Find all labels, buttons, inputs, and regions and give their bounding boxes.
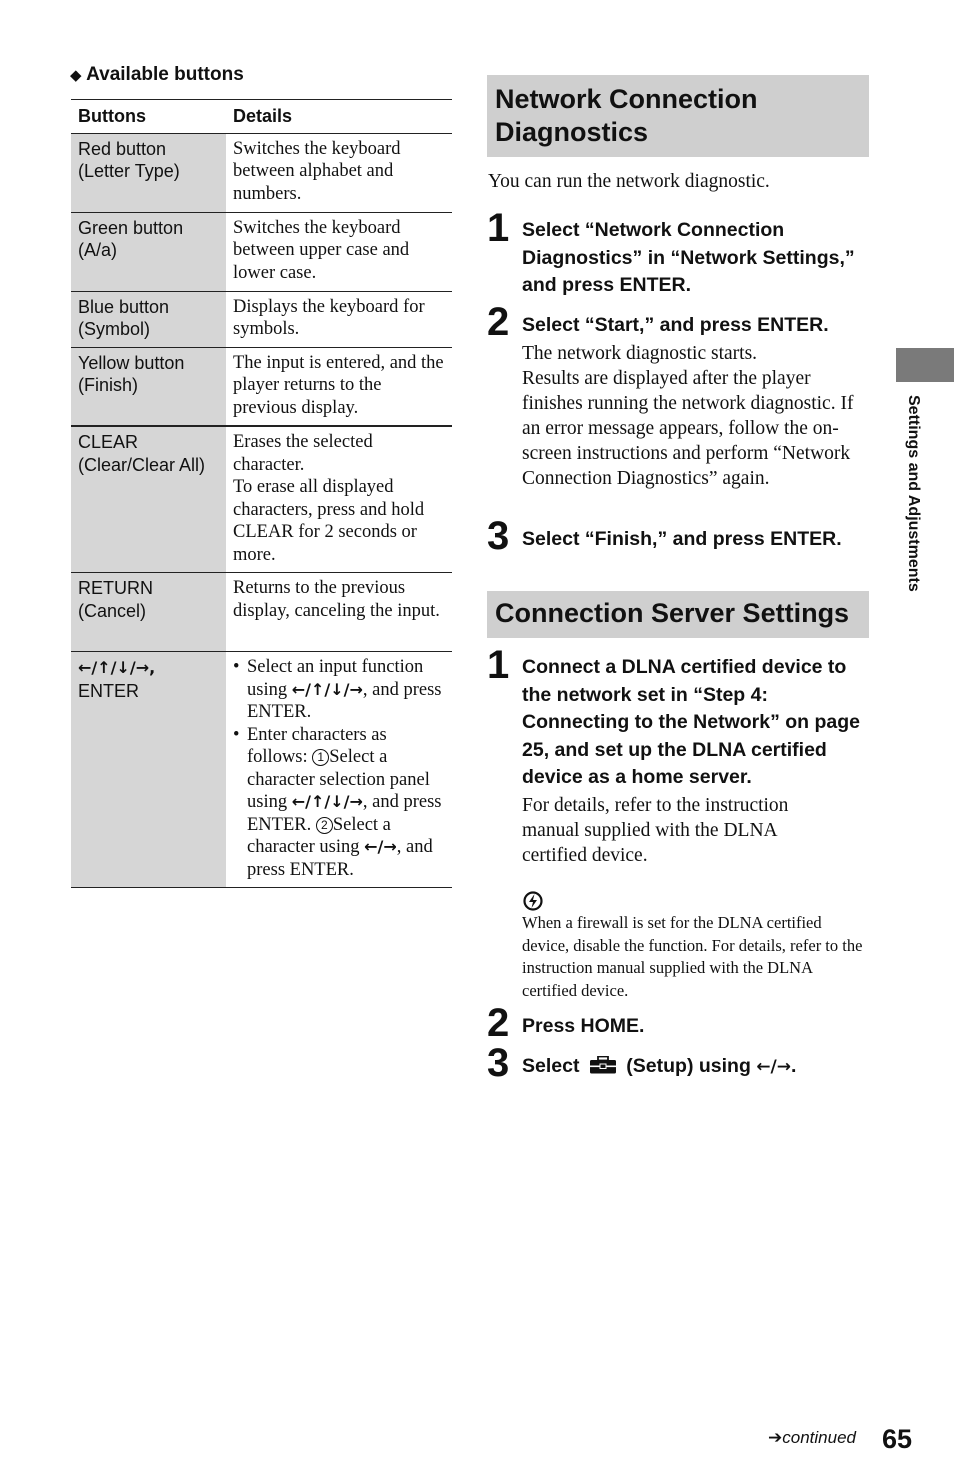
bullet-text: Select a character using bbox=[247, 814, 391, 857]
table-row bbox=[71, 133, 452, 212]
details-cell: Displays the keyboard for symbols. bbox=[226, 291, 452, 347]
details-cell: Switches the keyboard between upper case and lower case. bbox=[226, 212, 452, 291]
step-heading: Connect a DLNA certified device to the network set in “Step 4: Connecting to the Network” on page 25, and set up the DLNA certified device as a home server. bbox=[522, 656, 861, 788]
section-title-network-diagnostics bbox=[487, 75, 869, 157]
list-item bbox=[247, 656, 445, 724]
step-heading-text: . bbox=[791, 1055, 797, 1077]
section-heading-available-buttons bbox=[70, 64, 244, 86]
table-row bbox=[71, 573, 452, 652]
button-cell: RETURN (Cancel) bbox=[71, 573, 226, 652]
step-number: 3 bbox=[487, 514, 510, 558]
tip-icon bbox=[523, 891, 543, 911]
step-heading: Select “Network Connection Diagnostics” in “Network Settings,” and press ENTER. bbox=[522, 219, 855, 296]
step-body bbox=[522, 341, 868, 491]
continued-marker bbox=[768, 1428, 856, 1448]
circled-number-icon: 1 bbox=[312, 749, 329, 766]
table-row bbox=[71, 291, 452, 347]
continued-label: continued bbox=[782, 1428, 856, 1447]
step-heading bbox=[522, 1053, 867, 1082]
details-cell: Returns to the previous display, canceling the input. bbox=[226, 573, 452, 652]
chapter-tab-marker bbox=[896, 348, 954, 382]
buttons-column-header: Buttons bbox=[71, 100, 226, 134]
arrow-keys-icon: ←/↑/↓/→ bbox=[291, 679, 363, 699]
table-row bbox=[71, 426, 452, 573]
details-cell bbox=[226, 426, 452, 573]
enter-label: ENTER bbox=[78, 680, 140, 701]
step-body-line: Results are displayed after the player finishes running the network diagnostic. If an error message appears, follow the on-screen instructions and perform “Network Connection Diagnostics” again. bbox=[522, 368, 854, 489]
diamond-bullet-icon: ◆ bbox=[70, 66, 82, 84]
bullet-text: Enter characters as follows: bbox=[247, 724, 387, 767]
details-line: Erases the selected character. bbox=[233, 432, 373, 475]
step-heading: Press HOME. bbox=[522, 1015, 645, 1037]
details-cell: The input is entered, and the player returns to the previous display. bbox=[226, 347, 452, 426]
button-cell: CLEAR (Clear/Clear All) bbox=[71, 426, 226, 573]
step-body: For details, refer to the instruction manual supplied with the DLNA certified device. bbox=[522, 795, 789, 866]
step-number: 2 bbox=[487, 300, 510, 344]
details-bullet-list bbox=[233, 656, 445, 881]
chapter-side-label: Settings and Adjustments bbox=[905, 395, 922, 592]
step-number: 3 bbox=[487, 1041, 510, 1085]
arrow-keys-icon: ←/↑/↓/→ bbox=[291, 792, 363, 811]
setup-toolbox-icon bbox=[589, 1056, 617, 1074]
list-item bbox=[247, 724, 445, 882]
step-heading: Select “Finish,” and press ENTER. bbox=[522, 528, 842, 550]
bullet-text: , and press ENTER. bbox=[247, 792, 442, 835]
button-cell: Yellow button (Finish) bbox=[71, 347, 226, 426]
section-title-line: Diagnostics bbox=[495, 117, 649, 147]
arrow-keys-icon: ←/↑/↓/→, bbox=[78, 658, 156, 677]
step-number: 1 bbox=[487, 643, 510, 687]
section-title-line: Network Connection bbox=[495, 84, 758, 114]
arrow-keys-icon: ←/→ bbox=[364, 837, 397, 856]
bullet-text: , and press ENTER. bbox=[247, 837, 433, 880]
details-line: To erase all displayed characters, press and hold CLEAR for 2 seconds or more. bbox=[233, 477, 425, 565]
right-arrow-icon: ➔ bbox=[768, 1428, 783, 1448]
bullet-text: , and press ENTER. bbox=[247, 679, 442, 722]
circled-number-icon: 2 bbox=[316, 817, 333, 834]
table-row bbox=[71, 212, 452, 291]
page-number: 65 bbox=[882, 1424, 913, 1454]
available-buttons-table bbox=[71, 99, 452, 888]
step-heading-text: Select bbox=[522, 1055, 580, 1077]
button-cell: Red button (Letter Type) bbox=[71, 133, 226, 212]
step-heading-text: (Setup) using bbox=[626, 1055, 751, 1077]
available-buttons-heading: Available buttons bbox=[86, 64, 244, 85]
section-title-connection-server: Connection Server Settings bbox=[487, 591, 869, 638]
table-row bbox=[71, 652, 452, 888]
step-heading: Select “Start,” and press ENTER. bbox=[522, 314, 829, 336]
step-number: 2 bbox=[487, 1001, 510, 1045]
button-cell bbox=[71, 652, 226, 888]
section-intro: You can run the network diagnostic. bbox=[488, 171, 770, 192]
step-number: 1 bbox=[487, 206, 510, 250]
step-body-line: The network diagnostic starts. bbox=[522, 343, 758, 364]
table-row bbox=[71, 347, 452, 426]
table-header-row bbox=[71, 100, 452, 134]
details-cell: Switches the keyboard between alphabet and numbers. bbox=[226, 133, 452, 212]
button-cell: Blue button (Symbol) bbox=[71, 291, 226, 347]
details-cell bbox=[226, 652, 452, 888]
bullet-text: Select a character selection panel using bbox=[247, 747, 430, 812]
bullet-text: Select an input function using bbox=[247, 657, 424, 700]
arrow-keys-icon: ←/→ bbox=[756, 1057, 791, 1077]
button-cell: Green button (A/a) bbox=[71, 212, 226, 291]
tip-note: When a firewall is set for the DLNA certified device, disable the function. For details, refer to the instruction manual supplied with the DLNA certified device. bbox=[522, 913, 863, 1000]
details-column-header: Details bbox=[226, 100, 452, 134]
